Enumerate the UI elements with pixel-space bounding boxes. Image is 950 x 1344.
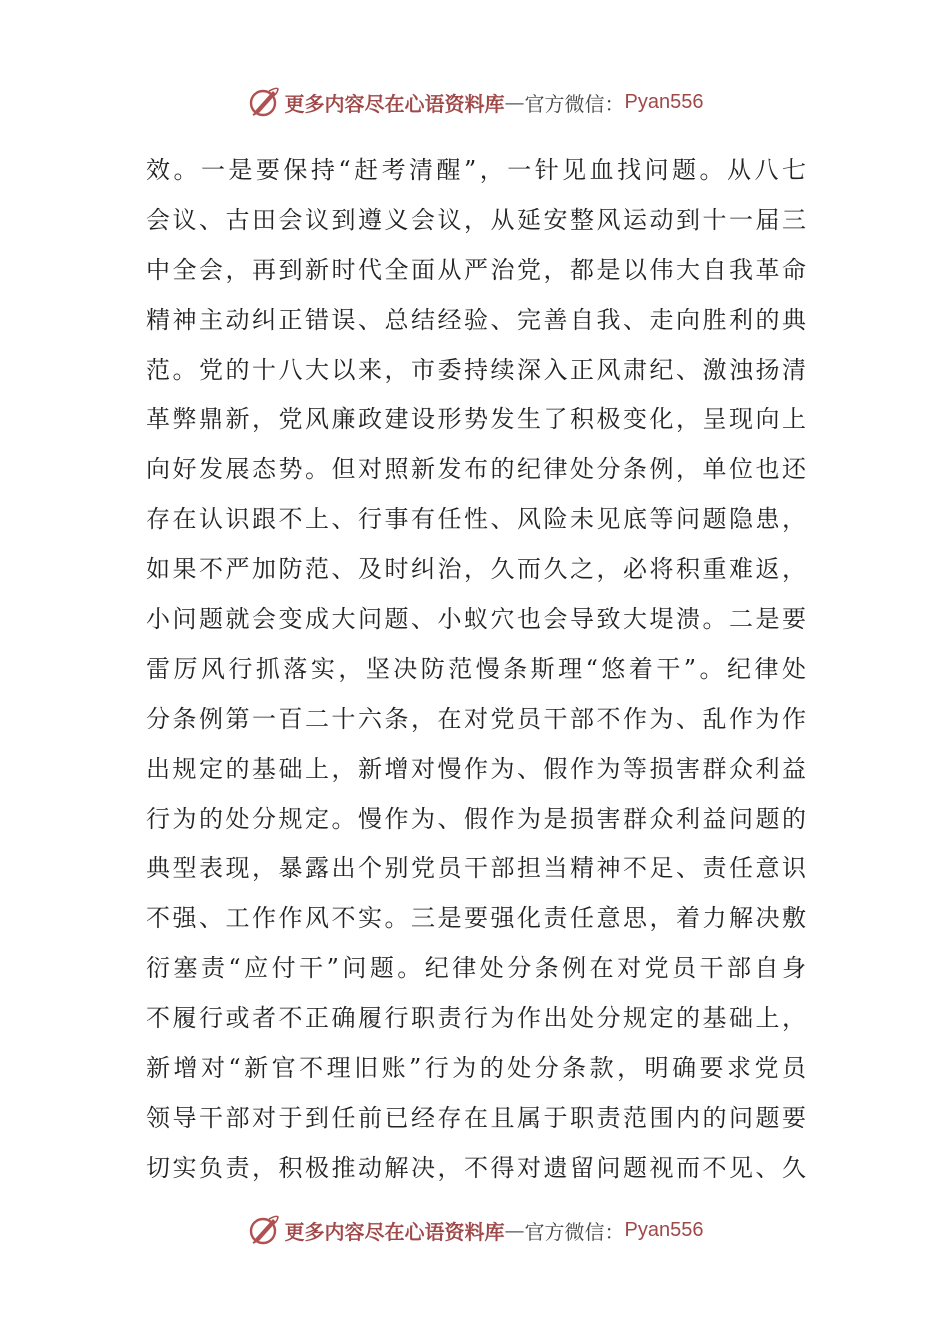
text-line: 典型表现，暴露出个别党员干部担当精神不足、责任意识 [146,854,806,883]
text-line: 存在认识跟不上、行事有任性、风险未见底等问题隐患， [146,505,806,534]
header-wechat-id: Pyan556 [624,90,704,113]
text-line: 精神主动纠正错误、总结经验、完善自我、走向胜利的典 [146,305,806,334]
text-line: 不履行或者不正确履行职责行为作出处分规定的基础上， [146,1004,806,1033]
text-line: 小问题就会变成大问题、小蚁穴也会导致大堤溃。二是要 [146,605,806,634]
quill-pen-logo-icon [247,1213,281,1247]
header-wechat-label: 官方微信： [524,91,625,116]
header-brand-text: 更多内容尽在心语资料库 [284,91,505,116]
text-line: 切实负责，积极推动解决，不得对遗留问题视而不见、久 [146,1153,806,1182]
text-line: 衍塞责“应付干”问题。纪律处分条例在对党员干部自身 [146,954,806,983]
footer-wechat-id: Pyan556 [624,1218,704,1241]
text-line: 如果不严加防范、及时纠治，久而久之，必将积重难返， [146,555,806,584]
text-line: 雷厉风行抓落实，坚决防范慢条斯理“悠着干”。纪律处 [146,654,806,683]
header-separator: — [504,90,525,114]
text-line: 行为的处分规定。慢作为、假作为是损害群众利益问题的 [146,804,806,833]
footer-banner [0,1210,950,1250]
text-line: 中全会，再到新时代全面从严治党，都是以伟大自我革命 [146,255,806,284]
text-line: 新增对“新官不理旧账”行为的处分条款，明确要求党员 [146,1054,806,1083]
text-line: 范。党的十八大以来，市委持续深入正风肃纪、激浊扬清 [146,355,806,384]
header-banner [0,82,950,122]
footer-separator: — [504,1218,525,1242]
text-line: 分条例第一百二十六条，在对党员干部不作为、乱作为作 [146,704,806,733]
text-line: 领导干部对于到任前已经存在且属于职责范围内的问题要 [146,1103,806,1132]
text-line: 效。一是要保持“赶考清醒”，一针见血找问题。从八七 [146,156,806,184]
text-line: 会议、古田会议到遵义会议，从延安整风运动到十一届三 [146,205,806,234]
quill-pen-logo-icon [247,85,281,119]
text-line: 出规定的基础上，新增对慢作为、假作为等损害群众利益 [146,754,806,783]
text-line: 革弊鼎新，党风廉政建设形势发生了积极变化，呈现向上 [146,405,806,434]
footer-wechat-label: 官方微信： [524,1219,625,1244]
text-line: 向好发展态势。但对照新发布的纪律处分条例，单位也还 [146,455,806,484]
document-body [146,146,806,1194]
text-line: 不强、工作作风不实。三是要强化责任意思，着力解决敷 [146,904,806,933]
footer-brand-text: 更多内容尽在心语资料库 [284,1219,505,1244]
